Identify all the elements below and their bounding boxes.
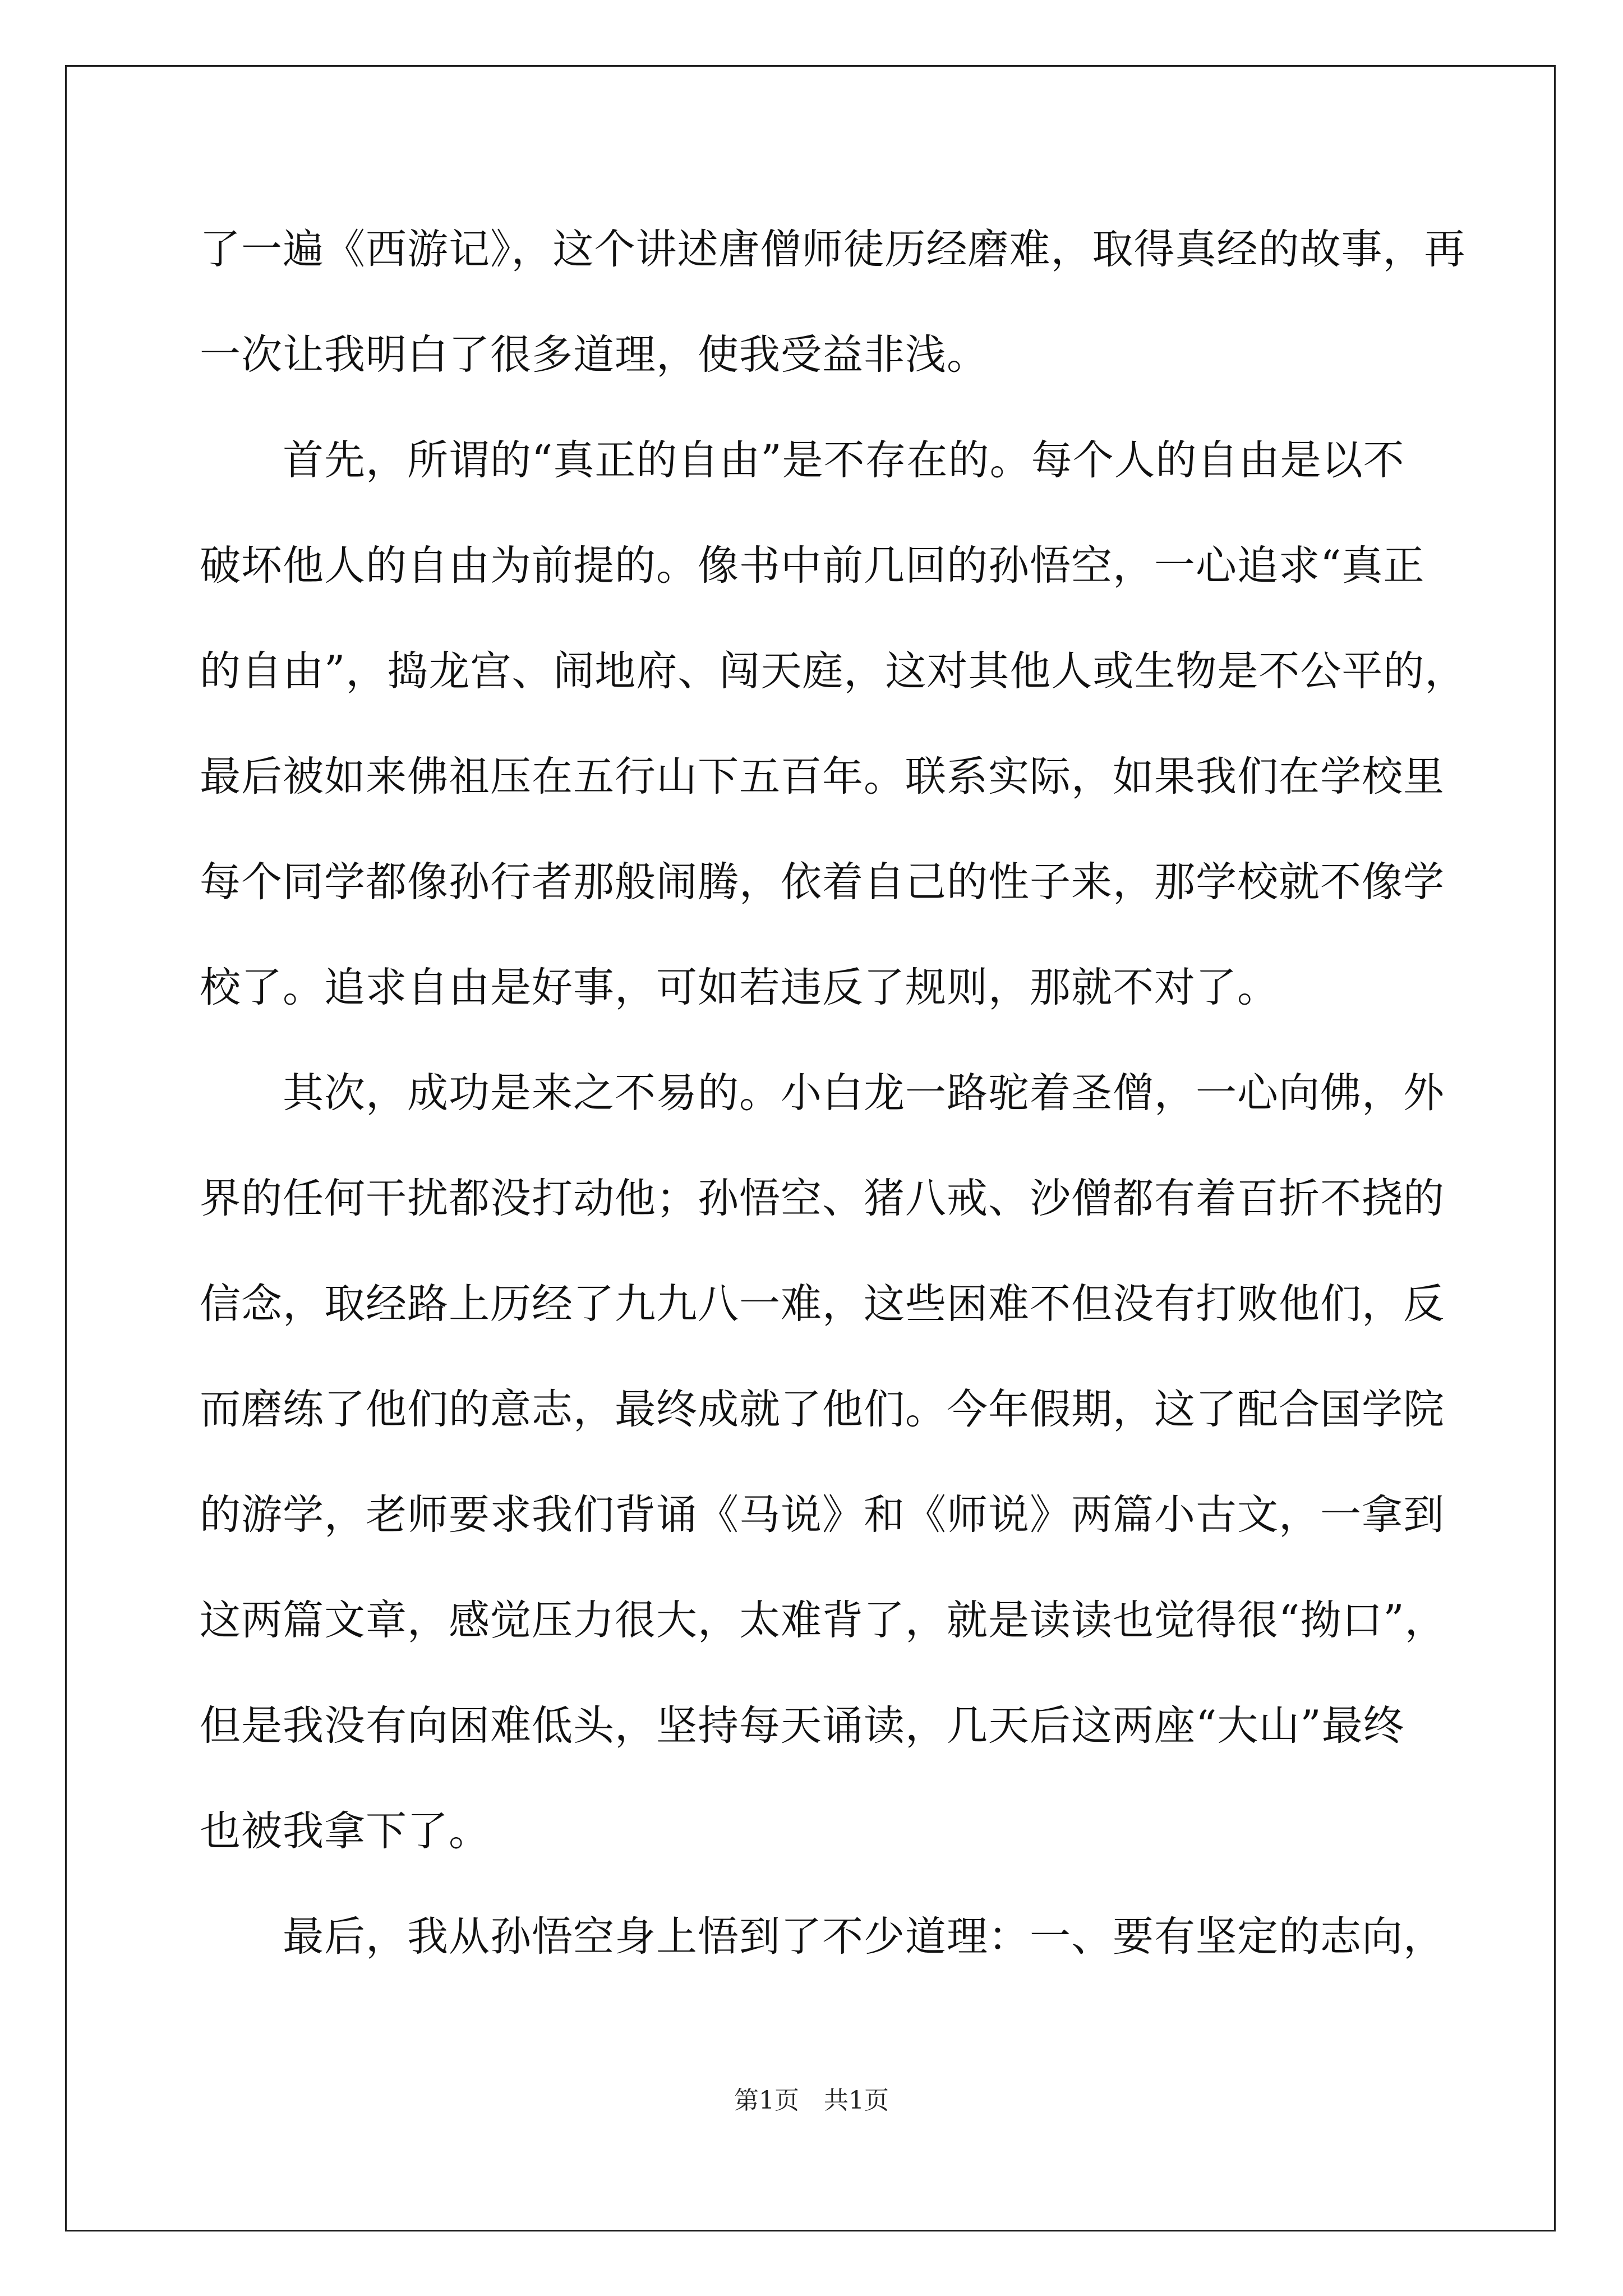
text-line: 这两篇文章，感觉压力很大，太难背了，就是读读也觉得很“拗口”， <box>200 1596 1446 1644</box>
text-line: 首先，所谓的“真正的自由”是不存在的。每个人的自由是以不 <box>200 436 1405 484</box>
text-line: 其次，成功是来之不易的。小白龙一路驼着圣僧，一心向佛，外 <box>200 1069 1445 1117</box>
text-line: 也被我拿下了。 <box>200 1807 490 1855</box>
text-line: 信念，取经路上历经了九九八一难，这些困难不但没有打败他们，反 <box>200 1280 1445 1328</box>
text-line: 的游学，老师要求我们背诵《马说》和《师说》两篇小古文，一拿到 <box>200 1491 1445 1539</box>
text-line: 但是我没有向困难低头，坚持每天诵读，几天后这两座“大山”最终 <box>200 1702 1405 1750</box>
text-line: 最后被如来佛祖压在五行山下五百年。联系实际，如果我们在学校里 <box>200 753 1445 800</box>
text-line: 校了。追求自由是好事，可如若违反了规则，那就不对了。 <box>200 964 1279 1011</box>
text-line: 每个同学都像孙行者那般闹腾，依着自己的性子来，那学校就不像学 <box>200 858 1445 906</box>
text-line: 一次让我明白了很多道理，使我受益非浅。 <box>200 331 988 379</box>
text-line: 界的任何干扰都没打动他；孙悟空、猪八戒、沙僧都有着百折不挠的 <box>200 1175 1445 1222</box>
text-line: 破坏他人的自由为前提的。像书中前几回的孙悟空，一心追求“真正 <box>200 542 1425 590</box>
text-line: 最后，我从孙悟空身上悟到了不少道理：一、要有坚定的志向， <box>200 1913 1445 1961</box>
page-number-footer: 第1页 共1页 <box>734 2086 889 2115</box>
text-line: 了一遍《西游记》，这个讲述唐僧师徒历经磨难，取得真经的故事，再 <box>200 226 1466 273</box>
document-body <box>200 219 1467 2012</box>
text-line: 而磨练了他们的意志，最终成就了他们。今年假期，这了配合国学院 <box>200 1386 1445 1433</box>
text-line: 的自由”，捣龙宫、闹地府、闯天庭，这对其他人或生物是不公平的， <box>200 647 1467 695</box>
